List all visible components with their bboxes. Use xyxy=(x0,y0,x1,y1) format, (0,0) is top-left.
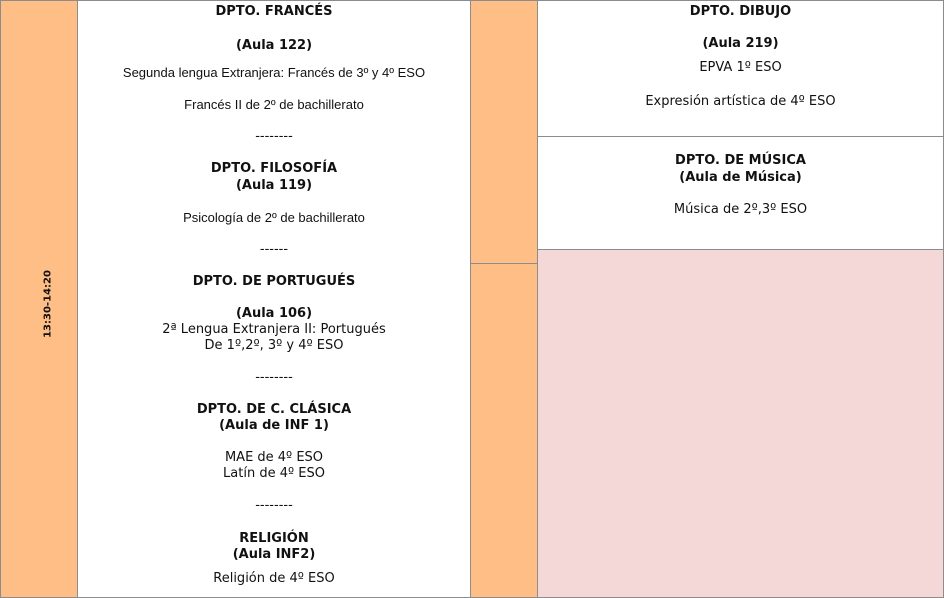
subject-line: (Aula 122) xyxy=(235,38,313,53)
separator-line: -------- xyxy=(255,370,293,385)
subject-line: (Aula 106) xyxy=(235,306,313,321)
subject-line: EPVA 1º ESO xyxy=(699,60,782,75)
subject-line: (Aula de INF 1) xyxy=(219,418,329,433)
separator-line: -------- xyxy=(255,129,293,144)
subject-line: (Aula INF2) xyxy=(232,547,316,562)
time-slot-label: 13:30-14:20 xyxy=(42,270,54,338)
subject-line: (Aula 219) xyxy=(702,36,779,51)
subject-line: (Aula 119) xyxy=(235,178,313,193)
subject-line: 2ª Lengua Extranjera II: Portugués xyxy=(162,322,386,337)
subject-line: DPTO. DIBUJO xyxy=(689,4,792,19)
subject-line: DPTO. DE C. CLÁSICA xyxy=(196,402,352,417)
subject-line: Latín de 4º ESO xyxy=(223,466,325,481)
separator-line: ------ xyxy=(259,242,289,257)
orange-cell-top xyxy=(470,0,538,264)
subject-line: DPTO. FRANCÉS xyxy=(215,4,333,19)
subject-line: Francés II de 2º de bachillerato xyxy=(184,97,364,112)
orange-cell-bottom xyxy=(470,263,538,598)
separator-line: -------- xyxy=(255,498,293,513)
time-slot-cell xyxy=(0,0,78,598)
subject-line: DPTO. DE PORTUGUÉS xyxy=(192,274,356,289)
empty-cell xyxy=(537,249,944,598)
subject-line: DPTO. DE MÚSICA xyxy=(675,153,806,168)
subject-line: RELIGIÓN xyxy=(239,531,309,546)
subject-line: Psicología de 2º de bachillerato xyxy=(183,210,365,225)
subject-line: De 1º,2º, 3º y 4º ESO xyxy=(204,338,344,353)
subject-line: (Aula de Música) xyxy=(679,170,802,185)
dibujo-cell xyxy=(537,0,944,137)
subject-line: Música de 2º,3º ESO xyxy=(673,202,808,217)
subject-line: MAE de 4º ESO xyxy=(224,450,324,465)
subject-line: Religión de 4º ESO xyxy=(213,571,335,586)
subject-line: Segunda lengua Extranjera: Francés de 3º y 4º ESO xyxy=(122,65,426,80)
left-subjects-cell xyxy=(77,0,471,598)
musica-cell xyxy=(537,136,944,250)
subject-line: Expresión artística de 4º ESO xyxy=(645,94,836,109)
subject-line: DPTO. FILOSOFÍA xyxy=(210,161,338,176)
